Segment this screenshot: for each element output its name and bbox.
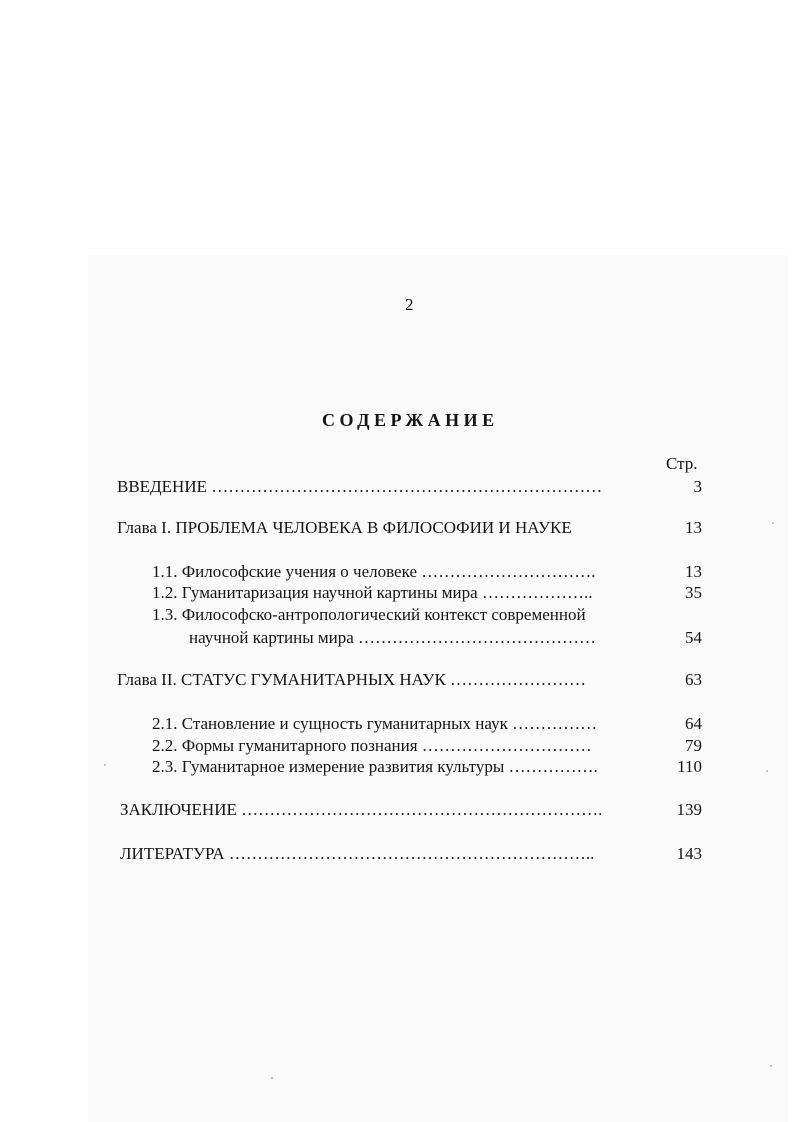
toc-entry-section-2-2-text: 2.2. Формы гуманитарного познания ………………………… <box>152 736 592 755</box>
scan-speck <box>766 770 768 772</box>
toc-entry-section-2-2-page: 79 <box>685 736 702 755</box>
toc-entry-section-2-1[interactable] <box>152 713 702 735</box>
toc-entry-literature-text: ЛИТЕРАТУРА ……………………………………………………….. <box>120 844 595 863</box>
toc-entry-chapter-1-page: 13 <box>685 518 702 537</box>
page-column-header: Стр. <box>666 454 698 473</box>
scan-speck <box>770 1065 772 1067</box>
toc-entry-literature[interactable] <box>120 843 702 865</box>
toc-entry-section-1-1[interactable] <box>152 561 702 583</box>
toc-entry-section-2-2[interactable] <box>152 735 702 757</box>
toc-entry-section-2-3[interactable] <box>152 756 702 778</box>
toc-entry-section-1-1-text: 1.1. Философские учения о человеке …………………………. <box>152 562 596 581</box>
scan-speck <box>772 522 774 524</box>
toc-entry-section-1-3-page: 54 <box>685 628 702 647</box>
toc-entry-intro-text: ВВЕДЕНИЕ …………………………………………………………… <box>117 477 603 496</box>
toc-entry-section-2-3-page: 110 <box>677 757 702 776</box>
toc-entry-conclusion[interactable] <box>120 799 702 821</box>
toc-entry-section-1-1-page: 13 <box>685 562 702 581</box>
toc-entry-section-1-2[interactable] <box>152 582 702 604</box>
toc-entry-chapter-2[interactable] <box>117 669 702 691</box>
toc-entry-section-1-3-continued[interactable] <box>189 627 702 649</box>
toc-entry-chapter-1-text: Глава I. ПРОБЛЕМА ЧЕЛОВЕКА В ФИЛОСОФИИ И НАУКЕ <box>117 518 572 537</box>
scan-speck <box>104 764 106 766</box>
toc-entry-section-1-3-text-line1: 1.3. Философско-антропологический контекст современной <box>152 605 586 624</box>
toc-entry-chapter-1[interactable] <box>117 517 702 539</box>
toc-entry-intro[interactable] <box>117 476 702 498</box>
toc-entry-section-2-1-text: 2.1. Становление и сущность гуманитарных наук …………… <box>152 714 598 733</box>
toc-entry-section-1-3[interactable] <box>152 604 702 626</box>
toc-entry-intro-page: 3 <box>693 477 702 496</box>
page-number: 2 <box>405 295 414 314</box>
toc-entry-chapter-2-text: Глава II. СТАТУС ГУМАНИТАРНЫХ НАУК …………………… <box>117 670 587 689</box>
toc-entry-section-1-2-text: 1.2. Гуманитаризация научной картины мира ……………….. <box>152 583 593 602</box>
toc-entry-section-2-3-text: 2.3. Гуманитарное измерение развития культуры ……………. <box>152 757 598 776</box>
toc-entry-conclusion-page: 139 <box>676 800 702 819</box>
toc-entry-section-1-2-page: 35 <box>685 583 702 602</box>
toc-entry-literature-page: 143 <box>676 844 702 863</box>
scan-speck <box>271 1077 273 1079</box>
toc-entry-section-2-1-page: 64 <box>685 714 702 733</box>
toc-entry-chapter-2-page: 63 <box>685 670 702 689</box>
toc-entry-conclusion-text: ЗАКЛЮЧЕНИЕ ………………………………………………………. <box>120 800 603 819</box>
toc-entry-section-1-3-text-line2: научной картины мира …………………………………… <box>189 628 597 647</box>
toc-title: СОДЕРЖАНИЕ <box>322 410 499 430</box>
